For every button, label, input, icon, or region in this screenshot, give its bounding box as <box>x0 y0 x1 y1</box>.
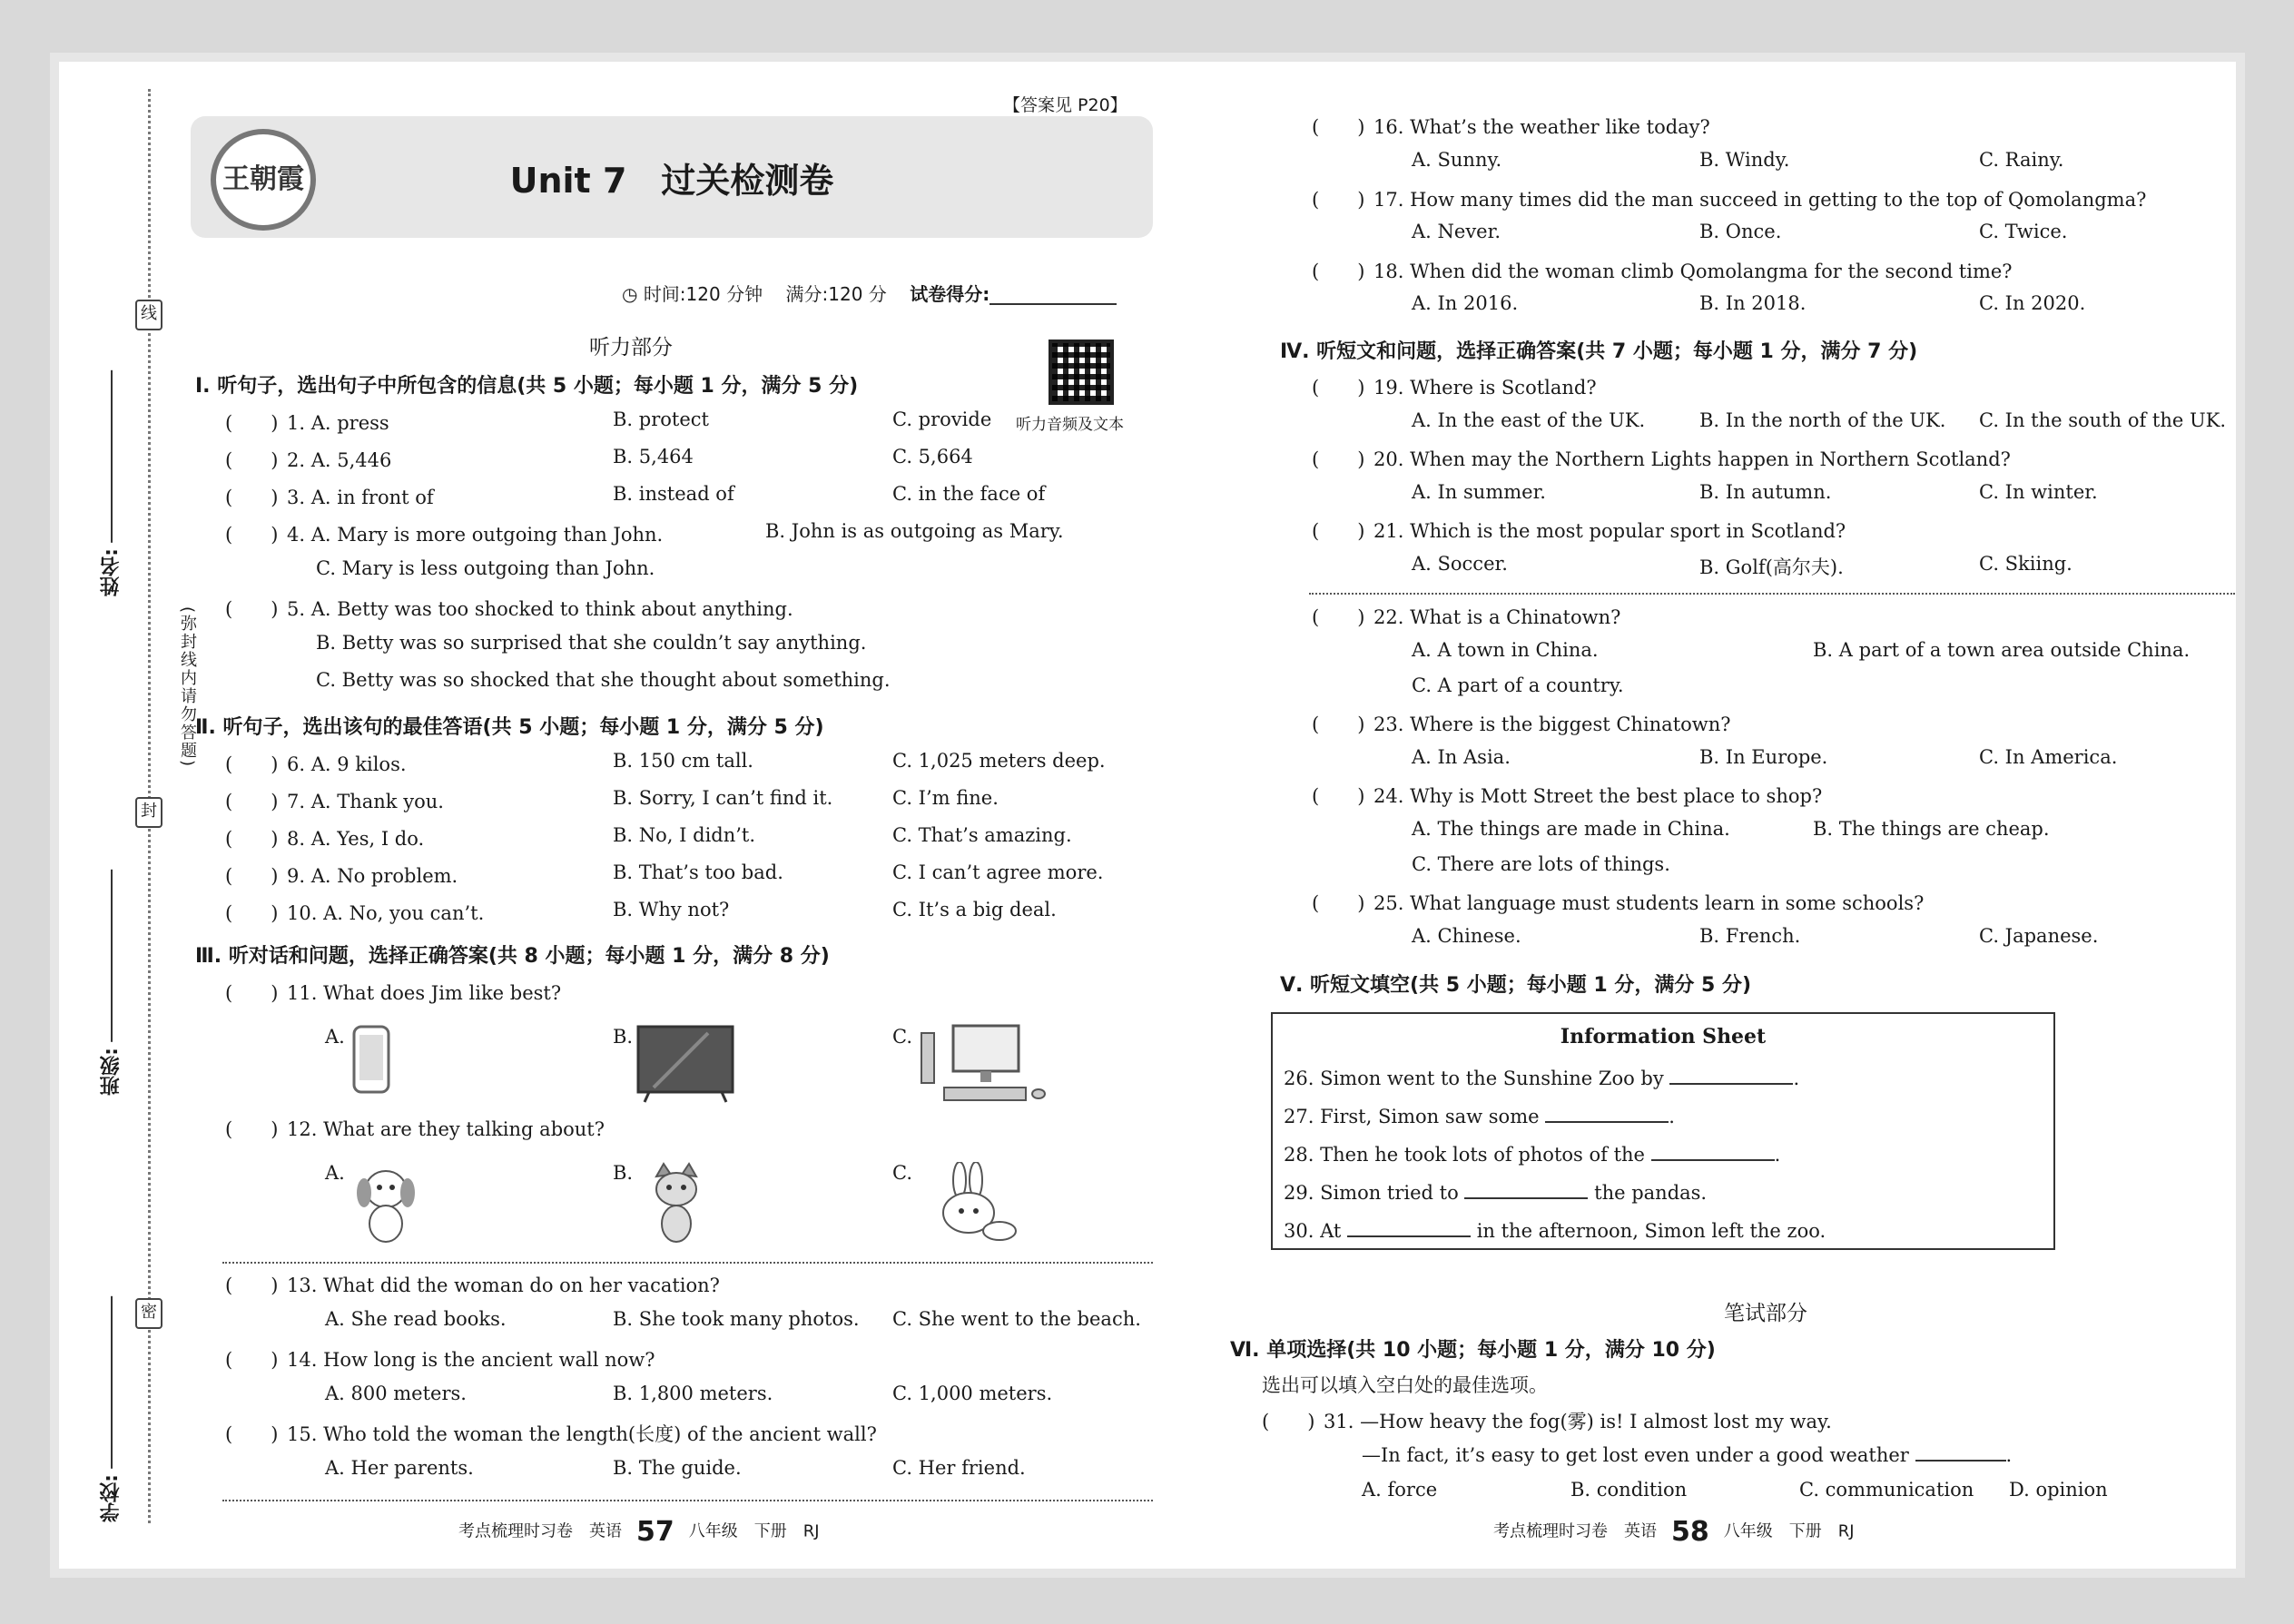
question-3: ( ) 3. A. in front of <box>225 487 434 508</box>
test-info <box>622 280 1117 306</box>
option-b: B. She took many photos. <box>613 1308 860 1330</box>
option-a: A. Sunny. <box>1412 149 1502 171</box>
seal-note: (弥封线内请勿答题) <box>178 606 197 769</box>
name-field[interactable]: 姓名: <box>97 370 125 596</box>
cat-image <box>640 1162 713 1245</box>
option-b: B. The things are cheap. <box>1813 818 2050 840</box>
question-14: ( ) 14. How long is the ancient wall now? <box>225 1349 655 1371</box>
option-c: C. 1,025 meters deep. <box>892 750 1106 772</box>
qr-code[interactable] <box>1049 340 1114 405</box>
option-d: D. opinion <box>2009 1479 2108 1501</box>
option-a: A. A town in China. <box>1412 639 1599 661</box>
option-a: A. Her parents. <box>325 1457 474 1479</box>
option-c: C. <box>892 1162 912 1184</box>
option-c: C. 1,000 meters. <box>892 1383 1053 1404</box>
answer-blank-27[interactable] <box>1545 1105 1669 1123</box>
option-c: C. That’s amazing. <box>892 824 1072 846</box>
page-number: 57 <box>636 1516 674 1548</box>
option-b: B. John is as outgoing as Mary. <box>765 520 1064 542</box>
question-24: ( ) 24. Why is Mott Street the best place to shop? <box>1312 785 1823 807</box>
rabbit-image <box>921 1162 1021 1245</box>
option-c: C. I can’t agree more. <box>892 861 1104 883</box>
section-3-heading: Ⅲ. 听对话和问题，选择正确答案(共 8 小题；每小题 1 分，满分 8 分) <box>195 945 830 968</box>
option-c: C. Skiing. <box>1979 553 2072 575</box>
full-score: 满分:120 分 <box>785 283 887 305</box>
answer-reference: 【答案见 P20】 <box>1003 95 1127 115</box>
option-c: C. 5,664 <box>892 446 973 468</box>
writing-heading: 笔试部分 <box>1724 1302 1807 1325</box>
option-c: C. Japanese. <box>1979 925 2099 947</box>
seal-mark-seal: 封 <box>135 797 162 828</box>
answer-blank-28[interactable] <box>1651 1143 1775 1161</box>
question-22: ( ) 22. What is a Chinatown? <box>1312 606 1621 628</box>
page-footer-57: 考点梳理时习卷 英语 57 八年级 下册 RJ <box>458 1516 820 1548</box>
question-15: ( ) 15. Who told the woman the length(长度) of the ancient wall? <box>225 1423 877 1445</box>
question-21: ( ) 21. Which is the most popular sport in Scotland? <box>1312 520 1846 542</box>
option-b: B. protect <box>613 408 709 430</box>
option-c: C. provide <box>892 408 992 430</box>
option-c: C. It’s a big deal. <box>892 899 1057 920</box>
question-8: ( ) 8. A. Yes, I do. <box>225 828 425 850</box>
section-2-heading: Ⅱ. 听句子，选出该句的最佳答语(共 5 小题；每小题 1 分，满分 5 分) <box>195 716 824 739</box>
option-b: B. That’s too bad. <box>613 861 783 883</box>
question-11: ( ) 11. What does Jim like best? <box>225 982 562 1004</box>
option-c: C. Rainy. <box>1979 149 2064 171</box>
option-a: A. She read books. <box>325 1308 507 1330</box>
option-a: A. force <box>1362 1479 1438 1501</box>
option-c: C. I’m fine. <box>892 787 999 809</box>
page-number: 58 <box>1671 1516 1709 1548</box>
option-c: C. A part of a country. <box>1412 674 1624 696</box>
score-label: 试卷得分: <box>910 283 990 305</box>
dotted-divider <box>1309 593 2235 595</box>
question-7: ( ) 7. A. Thank you. <box>225 791 444 812</box>
listening-heading: 听力部分 <box>589 336 673 359</box>
dog-image <box>350 1162 422 1245</box>
question-17: ( ) 17. How many times did the man succeed in getting to the top of Qomolangma? <box>1312 189 2147 211</box>
option-b: B. In autumn. <box>1699 481 1832 503</box>
option-c: C. <box>892 1026 912 1048</box>
option-c: C. communication <box>1799 1479 1974 1501</box>
time-limit: 时间:120 分钟 <box>643 283 763 305</box>
question-5: ( ) 5. A. Betty was too shocked to think about anything. <box>225 598 793 620</box>
option-b: B. No, I didn’t. <box>613 824 756 846</box>
question-1: ( ) 1. A. press <box>225 412 389 434</box>
question-31-line2: —In fact, it’s easy to get lost even under a good weather . <box>1362 1444 2013 1466</box>
question-2: ( ) 2. A. 5,446 <box>225 449 392 471</box>
option-a: A. In the east of the UK. <box>1412 409 1646 431</box>
question-18: ( ) 18. When did the woman climb Qomolangma for the second time? <box>1312 261 2013 282</box>
option-c: C. Her friend. <box>892 1457 1026 1479</box>
question-20: ( ) 20. When may the Northern Lights happen in Northern Scotland? <box>1312 448 2011 470</box>
option-b: B. instead of <box>613 483 734 505</box>
section-6-instruction: 选出可以填入空白处的最佳选项。 <box>1262 1374 1548 1396</box>
binding-margin <box>59 62 195 1569</box>
option-c: C. She went to the beach. <box>892 1308 1141 1330</box>
option-b: B. <box>613 1162 634 1184</box>
school-field[interactable]: 学校: <box>97 1296 125 1522</box>
tv-image <box>635 1024 735 1104</box>
option-c: C. In 2020. <box>1979 292 2086 314</box>
answer-blank-31[interactable] <box>1915 1443 2006 1462</box>
question-19: ( ) 19. Where is Scotland? <box>1312 377 1597 399</box>
option-b: B. 150 cm tall. <box>613 750 753 772</box>
option-c: C. In winter. <box>1979 481 2098 503</box>
option-b: B. condition <box>1570 1479 1688 1501</box>
option-b: B. Why not? <box>613 899 730 920</box>
option-a: A. <box>325 1162 345 1184</box>
option-b: B. The guide. <box>613 1457 742 1479</box>
option-a: A. Never. <box>1412 221 1501 242</box>
information-sheet <box>1271 1012 2055 1250</box>
question-10: ( ) 10. A. No, you can’t. <box>225 902 485 924</box>
option-c: C. Twice. <box>1979 221 2068 242</box>
option-c: C. In America. <box>1979 746 2118 768</box>
option-a: A. In summer. <box>1412 481 1546 503</box>
option-b: B. 5,464 <box>613 446 694 468</box>
option-b: B. 1,800 meters. <box>613 1383 773 1404</box>
class-field[interactable]: 班级: <box>97 870 125 1096</box>
option-b: B. French. <box>1699 925 1801 947</box>
question-23: ( ) 23. Where is the biggest Chinatown? <box>1312 714 1731 735</box>
section-6-heading: Ⅵ. 单项选择(共 10 小题；每小题 1 分，满分 10 分) <box>1230 1339 1716 1362</box>
option-c: C. There are lots of things. <box>1412 853 1670 875</box>
section-4-heading: Ⅳ. 听短文和问题，选择正确答案(共 7 小题；每小题 1 分，满分 7 分) <box>1280 340 1918 363</box>
option-b: B. Golf(高尔夫). <box>1699 556 1844 578</box>
dotted-divider <box>222 1500 1153 1501</box>
question-4: ( ) 4. A. Mary is more outgoing than John. <box>225 524 664 546</box>
dotted-divider <box>222 1262 1153 1264</box>
option-a: A. The things are made in China. <box>1412 818 1730 840</box>
brand-logo: 王朝霞 <box>211 129 316 231</box>
option-b: B. Windy. <box>1699 149 1790 171</box>
clock-icon: ◷ <box>622 283 638 305</box>
option-a: A. Soccer. <box>1412 553 1508 575</box>
unit-title: Unit 7 过关检测卷 <box>509 161 834 201</box>
option-b: B. A part of a town area outside China. <box>1813 639 2191 661</box>
question-31: ( ) 31. —How heavy the fog(雾) is! I almost lost my way. <box>1262 1411 1832 1432</box>
blank-27: 27. First, Simon saw some . <box>1284 1106 1675 1127</box>
option-c: C. In the south of the UK. <box>1979 409 2227 431</box>
option-b: B. In 2018. <box>1699 292 1807 314</box>
phone-image <box>350 1024 395 1097</box>
page-57 <box>59 62 1180 1569</box>
option-b: B. In the north of the UK. <box>1699 409 1946 431</box>
seal-mark-line: 线 <box>135 300 162 330</box>
question-13: ( ) 13. What did the woman do on her vacation? <box>225 1275 720 1296</box>
question-25: ( ) 25. What language must students learn in some schools? <box>1312 892 1925 914</box>
option-b: B. Once. <box>1699 221 1782 242</box>
option-a: A. 800 meters. <box>325 1383 467 1404</box>
question-6: ( ) 6. A. 9 kilos. <box>225 753 407 775</box>
answer-blank-30[interactable] <box>1347 1219 1471 1237</box>
option-b: B. Sorry, I can’t find it. <box>613 787 833 809</box>
blank-30: 30. At in the afternoon, Simon left the zoo. <box>1284 1220 1826 1242</box>
section-1-heading: Ⅰ. 听句子，选出句子中所包含的信息(共 5 小题；每小题 1 分，满分 5 分) <box>195 375 859 398</box>
seal-mark-secret: 密 <box>135 1298 162 1329</box>
option-b: B. In Europe. <box>1699 746 1828 768</box>
option-a: A. <box>325 1026 345 1048</box>
question-9: ( ) 9. A. No problem. <box>225 865 458 887</box>
answer-blank-29[interactable] <box>1464 1181 1588 1199</box>
title-banner <box>191 116 1153 238</box>
page-footer-58: 考点梳理时习卷 英语 58 八年级 下册 RJ <box>1493 1516 1855 1548</box>
option-a: A. In Asia. <box>1412 746 1511 768</box>
blank-28: 28. Then he took lots of photos of the . <box>1284 1144 1781 1166</box>
option-c: C. Mary is less outgoing than John. <box>316 557 655 579</box>
question-12: ( ) 12. What are they talking about? <box>225 1118 605 1140</box>
option-b: B. <box>613 1026 634 1048</box>
section-5-heading: Ⅴ. 听短文填空(共 5 小题；每小题 1 分，满分 5 分) <box>1280 974 1752 997</box>
blank-29: 29. Simon tried to the pandas. <box>1284 1182 1708 1204</box>
option-a: A. In 2016. <box>1412 292 1519 314</box>
option-b: B. Betty was so surprised that she couldn’t say anything. <box>316 632 867 654</box>
option-c: C. in the face of <box>892 483 1046 505</box>
computer-image <box>917 1024 1053 1107</box>
score-blank[interactable] <box>989 287 1117 305</box>
option-c: C. Betty was so shocked that she thought about something. <box>316 669 891 691</box>
qr-label: 听力音频及文本 <box>1016 416 1124 434</box>
option-a: A. Chinese. <box>1412 925 1521 947</box>
blank-26: 26. Simon went to the Sunshine Zoo by . <box>1284 1068 1800 1089</box>
exam-sheet <box>50 53 2245 1578</box>
question-16: ( ) 16. What’s the weather like today? <box>1312 116 1710 138</box>
info-sheet-title: Information Sheet <box>1560 1025 1767 1048</box>
answer-blank-26[interactable] <box>1669 1067 1793 1085</box>
